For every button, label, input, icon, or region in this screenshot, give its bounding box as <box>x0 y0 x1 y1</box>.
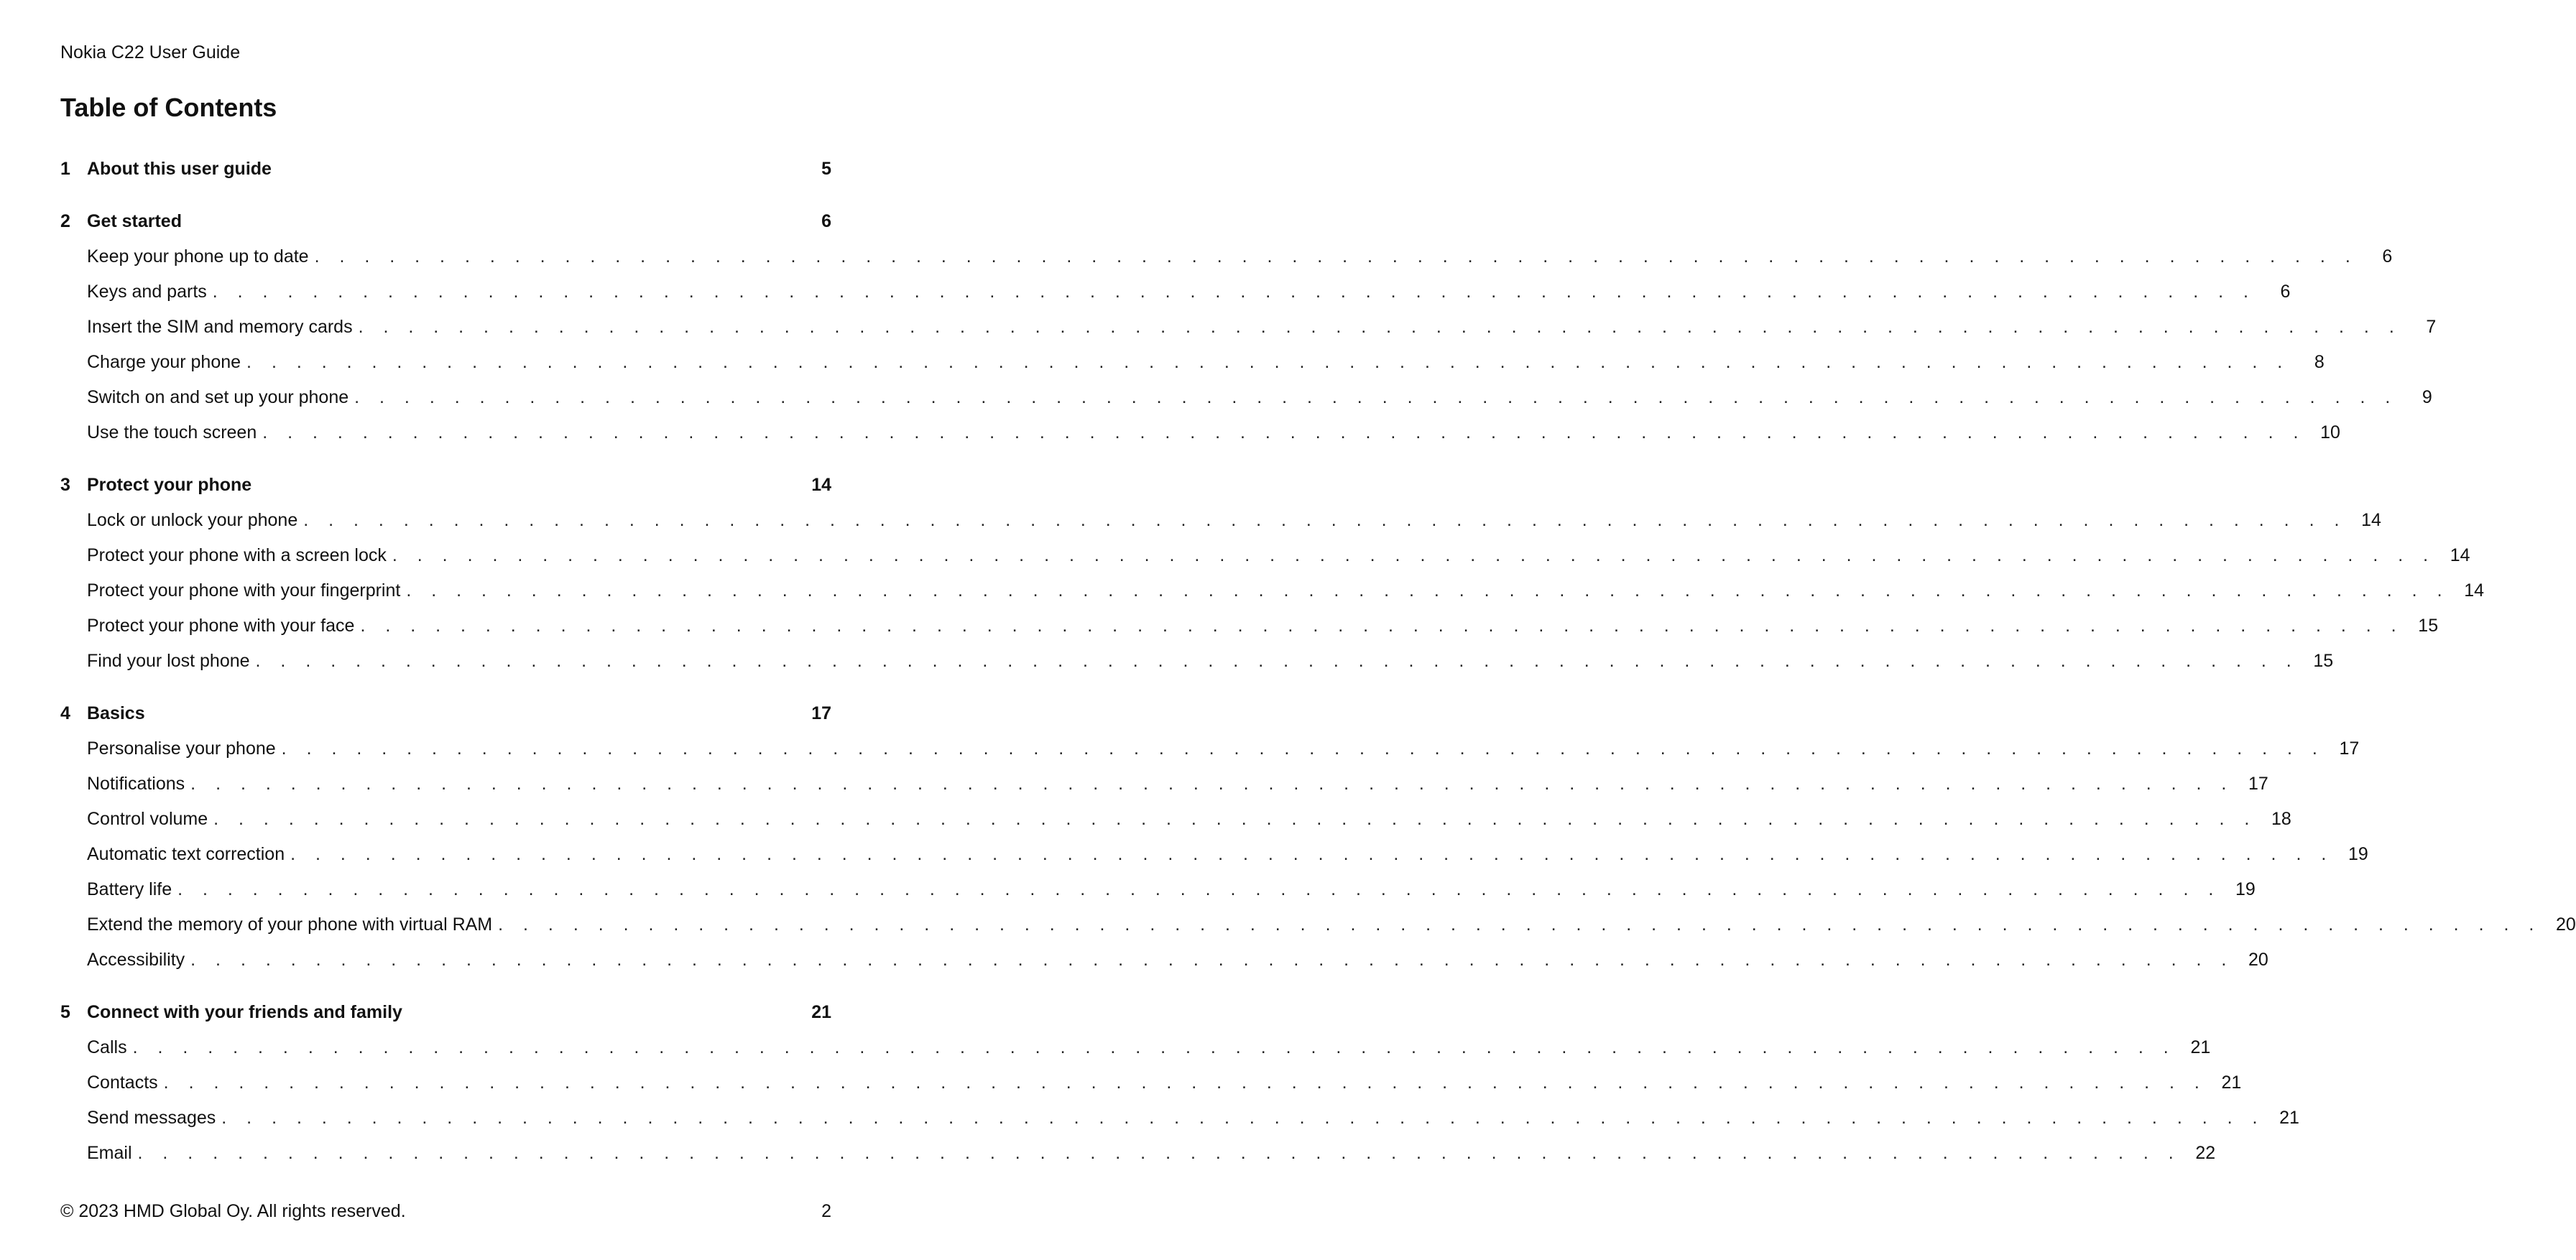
chapter-title: About this user guide <box>87 159 272 179</box>
chapter-number: 4 <box>60 703 70 723</box>
entry-title: Keys and parts <box>87 282 207 302</box>
toc-entry[interactable] <box>60 384 2432 419</box>
toc-entry[interactable] <box>60 419 2340 454</box>
dot-leader: . . . . . . . . . . . . . . . . . . . . . . . . . . . . . . . . . . . . . . . . . . . . . . . . . . . . . . . . . . . . . . . . . . . . . . . . . . . . . . . . . . <box>137 1143 2182 1163</box>
table-of-contents <box>60 155 2576 1192</box>
entry-title: Calls <box>87 1037 127 1057</box>
toc-chapter <box>60 999 2299 1175</box>
chapter-title: Connect with your friends and family <box>87 1002 402 1022</box>
entry-page: 7 <box>2426 317 2437 337</box>
entry-page: 21 <box>2190 1037 2211 1057</box>
entry-page: 14 <box>2464 580 2485 601</box>
document-footer <box>60 1200 831 1222</box>
toc-entry[interactable] <box>60 1104 2299 1139</box>
toc-chapter <box>60 208 2437 454</box>
toc-entry[interactable] <box>60 577 2485 612</box>
dot-leader: . . . . . . . . . . . . . . . . . . . . . . . . . . . . . . . . . . . . . . . . . . . . . . . . . . . . . . . . . . . . . . . . . . . . . . . . . . . . . . . . . . <box>163 1073 2207 1093</box>
page-number: 2 <box>821 1201 831 1221</box>
toc-entry[interactable] <box>60 911 2576 946</box>
entry-title: Personalise your phone <box>87 738 276 759</box>
chapter-page: 21 <box>811 1002 831 1022</box>
entry-title: Find your lost phone <box>87 651 250 671</box>
entry-title: Extend the memory of your phone with virtual RAM <box>87 914 493 935</box>
entry-page: 20 <box>2556 914 2576 935</box>
toc-chapter <box>60 155 831 190</box>
entry-page: 22 <box>2195 1143 2216 1163</box>
entry-page: 19 <box>2348 844 2368 864</box>
toc-entry[interactable] <box>60 348 2325 384</box>
dot-leader: . . . . . . . . . . . . . . . . . . . . . . . . . . . . . . . . . . . . . . . . . . . . . . . . . . . . . . . . . . . . . . . . . . . . . . . . . . . . . . . . . . <box>290 844 2334 864</box>
dot-leader: . . . . . . . . . . . . . . . . . . . . . . . . . . . . . . . . . . . . . . . . . . . . . . . . . . . . . . . . . . . . . . . . . . . . . . . . . . . . . . . . . . <box>212 282 2256 302</box>
dot-leader: . . . . . . . . . . . . . . . . . . . . . . . . . . . . . . . . . . . . . . . . . . . . . . . . . . . . . . . . . . . . . . . . . . . . . . . . . . . . . . . . . . <box>358 317 2402 337</box>
chapter-number: 3 <box>60 475 70 495</box>
chapter-page: 17 <box>811 703 831 723</box>
entry-title: Protect your phone with your face <box>87 616 355 636</box>
dot-leader: . . . . . . . . . . . . . . . . . . . . . . . . . . . . . . . . . . . . . . . . . . . . . . . . . . . . . . . . . . . . . . . . . . . . . . . . . . . . . . . . . . <box>255 651 2299 671</box>
chapter-page: 6 <box>821 211 831 231</box>
entry-page: 10 <box>2320 422 2340 443</box>
toc-chapter-heading[interactable] <box>60 999 831 1034</box>
entry-page: 9 <box>2422 387 2432 407</box>
chapter-page: 5 <box>821 159 831 179</box>
dot-leader: . . . . . . . . . . . . . . . . . . . . . . . . . . . . . . . . . . . . . . . . . . . . . . . . . . . . . . . . . . . . . . . . . . . . . . . . . . . . . . . . . . <box>246 352 2290 372</box>
dot-leader: . . . . . . . . . . . . . . . . . . . . . . . . . . . . . . . . . . . . . . . . . . . . . . . . . . . . . . . . . . . . . . . . . . . . . . . . . . . . . . . . . . <box>213 809 2257 829</box>
dot-leader: . . . . . . . . . . . . . . . . . . . . . . . . . . . . . . . . . . . . . . . . . . . . . . . . . . . . . . . . . . . . . . . . . . . . . . . . . . . . . . . . . . <box>262 422 2306 443</box>
chapter-number: 1 <box>60 159 70 179</box>
document-page <box>60 0 2576 1260</box>
chapter-title: Protect your phone <box>87 475 252 495</box>
entry-title: Accessibility <box>87 950 185 970</box>
entry-title: Notifications <box>87 774 185 794</box>
toc-entry[interactable] <box>60 1034 2211 1069</box>
chapter-number: 5 <box>60 1002 70 1022</box>
dot-leader: . . . . . . . . . . . . . . . . . . . . . . . . . . . . . . . . . . . . . . . . . . . . . . . . . . . . . . . . . . . . . . . . . . . . . . . . . . . . . . . . . . <box>190 774 2234 794</box>
toc-entry[interactable] <box>60 278 2291 313</box>
toc-entry[interactable] <box>60 506 2381 542</box>
entry-title: Insert the SIM and memory cards <box>87 317 353 337</box>
toc-chapter-heading[interactable] <box>60 155 831 190</box>
toc-chapter <box>60 700 2576 981</box>
entry-title: Protect your phone with a screen lock <box>87 545 387 565</box>
toc-entry[interactable] <box>60 1069 2242 1104</box>
copyright-text: © 2023 HMD Global Oy. All rights reserved. <box>60 1201 406 1221</box>
entry-title: Protect your phone with your fingerprint <box>87 580 401 601</box>
entry-page: 17 <box>2339 738 2360 759</box>
entry-title: Battery life <box>87 879 172 899</box>
dot-leader: . . . . . . . . . . . . . . . . . . . . . . . . . . . . . . . . . . . . . . . . . . . . . . . . . . . . . . . . . . . . . . . . . . . . . . . . . . . . . . . . . . <box>303 510 2347 530</box>
dot-leader: . . . . . . . . . . . . . . . . . . . . . . . . . . . . . . . . . . . . . . . . . . . . . . . . . . . . . . . . . . . . . . . . . . . . . . . . . . . . . . . . . . <box>406 580 2450 601</box>
dot-leader: . . . . . . . . . . . . . . . . . . . . . . . . . . . . . . . . . . . . . . . . . . . . . . . . . . . . . . . . . . . . . . . . . . . . . . . . . . . . . . . . . . <box>281 738 2325 759</box>
entry-page: 17 <box>2248 774 2268 794</box>
entry-title: Contacts <box>87 1073 158 1093</box>
dot-leader: . . . . . . . . . . . . . . . . . . . . . . . . . . . . . . . . . . . . . . . . . . . . . . . . . . . . . . . . . . . . . . . . . . . . . . . . . . . . . . . . . . <box>190 950 2234 970</box>
entry-page: 18 <box>2271 809 2291 829</box>
toc-entry[interactable] <box>60 735 2360 770</box>
entry-title: Switch on and set up your phone <box>87 387 349 407</box>
dot-leader: . . . . . . . . . . . . . . . . . . . . . . . . . . . . . . . . . . . . . . . . . . . . . . . . . . . . . . . . . . . . . . . . . . . . . . . . . . . . . . . . . . <box>177 879 2221 899</box>
toc-entry[interactable] <box>60 1139 2216 1175</box>
entry-title: Use the touch screen <box>87 422 257 443</box>
entry-page: 14 <box>2450 545 2470 565</box>
toc-entry[interactable] <box>60 840 2368 876</box>
entry-title: Lock or unlock your phone <box>87 510 298 530</box>
dot-leader: . . . . . . . . . . . . . . . . . . . . . . . . . . . . . . . . . . . . . . . . . . . . . . . . . . . . . . . . . . . . . . . . . . . . . . . . . . . . . . . . . . <box>314 246 2358 267</box>
entry-title: Keep your phone up to date <box>87 246 309 267</box>
dot-leader: . . . . . . . . . . . . . . . . . . . . . . . . . . . . . . . . . . . . . . . . . . . . . . . . . . . . . . . . . . . . . . . . . . . . . . . . . . . . . . . . . . <box>392 545 2436 565</box>
toc-entry[interactable] <box>60 805 2291 840</box>
entry-page: 20 <box>2248 950 2268 970</box>
entry-title: Automatic text correction <box>87 844 285 864</box>
toc-chapter-heading[interactable] <box>60 471 831 506</box>
dot-leader: . . . . . . . . . . . . . . . . . . . . . . . . . . . . . . . . . . . . . . . . . . . . . . . . . . . . . . . . . . . . . . . . . . . . . . . . . . . . . . . . . . <box>354 387 2398 407</box>
chapter-title: Get started <box>87 211 182 231</box>
toc-chapter-heading[interactable] <box>60 208 831 243</box>
entry-title: Send messages <box>87 1108 216 1128</box>
toc-entry[interactable] <box>60 612 2439 647</box>
toc-title: Table of Contents <box>60 93 277 122</box>
entry-page: 19 <box>2235 879 2256 899</box>
entry-page: 21 <box>2221 1073 2242 1093</box>
chapter-title: Basics <box>87 703 145 723</box>
entry-page: 15 <box>2313 651 2334 671</box>
entry-title: Charge your phone <box>87 352 241 372</box>
entry-page: 14 <box>2361 510 2381 530</box>
toc-entry[interactable] <box>60 243 2393 278</box>
entry-page: 21 <box>2279 1108 2299 1128</box>
toc-entry[interactable] <box>60 647 2334 682</box>
toc-entry[interactable] <box>60 876 2256 911</box>
entry-title: Email <box>87 1143 132 1163</box>
dot-leader: . . . . . . . . . . . . . . . . . . . . . . . . . . . . . . . . . . . . . . . . . . . . . . . . . . . . . . . . . . . . . . . . . . . . . . . . . . . . . . . . . . <box>221 1108 2265 1128</box>
entry-page: 6 <box>2280 282 2291 302</box>
entry-page: 15 <box>2418 616 2439 636</box>
toc-entry[interactable] <box>60 542 2470 577</box>
entry-page: 6 <box>2382 246 2393 267</box>
entry-page: 8 <box>2314 352 2325 372</box>
chapter-number: 2 <box>60 211 70 231</box>
chapter-page: 14 <box>811 475 831 495</box>
toc-chapter <box>60 471 2485 682</box>
toc-chapter-heading[interactable] <box>60 700 831 735</box>
dot-leader: . . . . . . . . . . . . . . . . . . . . . . . . . . . . . . . . . . . . . . . . . . . . . . . . . . . . . . . . . . . . . . . . . . . . . . . . . . . . . . . . . . <box>360 616 2404 636</box>
toc-entry[interactable] <box>60 770 2268 805</box>
dot-leader: . . . . . . . . . . . . . . . . . . . . . . . . . . . . . . . . . . . . . . . . . . . . . . . . . . . . . . . . . . . . . . . . . . . . . . . . . . . . . . . . . . <box>498 914 2542 935</box>
toc-entry[interactable] <box>60 946 2268 981</box>
document-header: Nokia C22 User Guide <box>60 42 241 62</box>
dot-leader: . . . . . . . . . . . . . . . . . . . . . . . . . . . . . . . . . . . . . . . . . . . . . . . . . . . . . . . . . . . . . . . . . . . . . . . . . . . . . . . . . . <box>132 1037 2176 1057</box>
entry-title: Control volume <box>87 809 208 829</box>
toc-entry[interactable] <box>60 313 2437 348</box>
